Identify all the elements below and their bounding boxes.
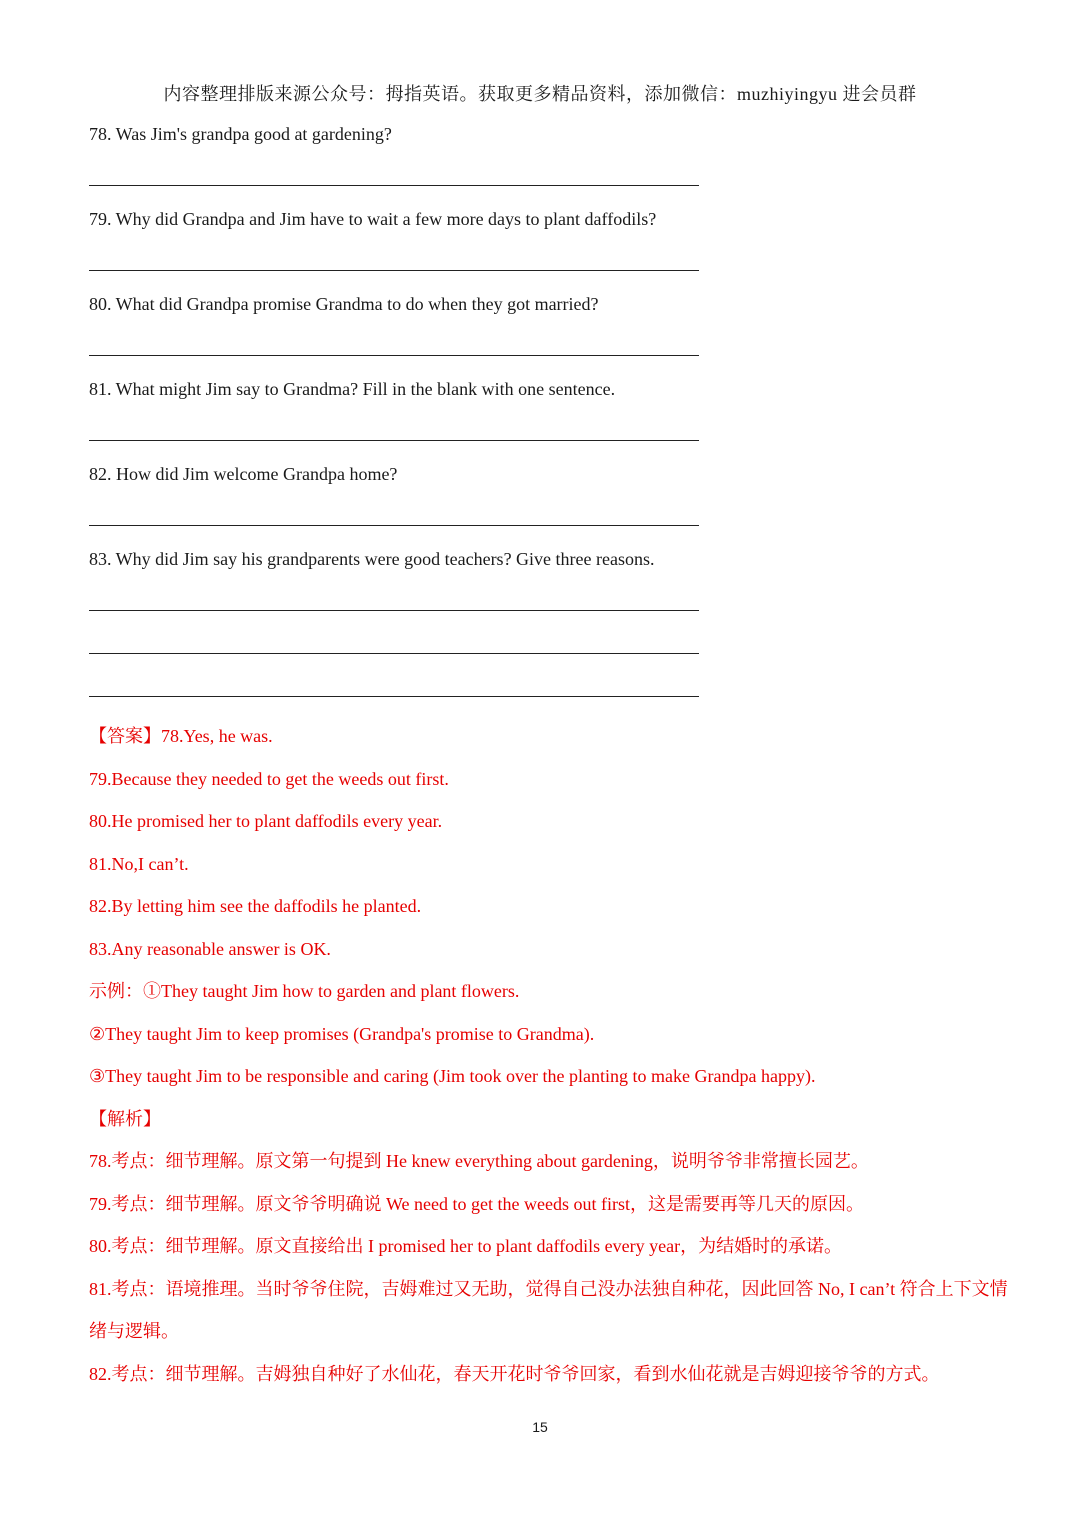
answer-80: 80.He promised her to plant daffodils every year. — [89, 811, 443, 831]
analysis-78: 78.考点：细节理解。原文第一句提到 He knew everything about gardening，说明爷爷非常擅长园艺。 — [89, 1151, 869, 1171]
answer-83: 83.Any reasonable answer is OK. — [89, 938, 331, 959]
answer-section — [89, 715, 1019, 1395]
answer-82: 82.By letting him see the daffodils he planted. — [89, 896, 422, 916]
example-3: ③They taught Jim to be responsible and caring (Jim took over the planting to make Grandpa happy). — [89, 1066, 816, 1086]
analysis-80: 80.考点：细节理解。原文直接给出 I promised her to plant daffodils every year，为结婚时的承诺。 — [89, 1236, 843, 1256]
question-80: 80. What did Grandpa promise Grandma to do when they got married? — [89, 294, 599, 314]
analysis-82: 82.考点：细节理解。吉姆独自种好了水仙花，春天开花时爷爷回家，看到水仙花就是吉姆迎接爷爷的方式。 — [89, 1363, 940, 1384]
question-list — [89, 122, 989, 697]
answer-81: 81.No,I can’t. — [89, 853, 189, 874]
example-2: ②They taught Jim to keep promises (Grandpa's promise to Grandma). — [89, 1023, 595, 1044]
question-82: 82. How did Jim welcome Grandpa home? — [89, 464, 398, 484]
page-header: 内容整理排版来源公众号：拇指英语。获取更多精品资料，添加微信：muzhiyingyu 进会员群 — [163, 84, 917, 104]
page-number: 15 — [532, 1419, 548, 1435]
answer-78: 【答案】78.Yes, he was. — [89, 726, 273, 746]
question-79: 79. Why did Grandpa and Jim have to wait a few more days to plant daffodils? — [89, 209, 657, 229]
analysis-81: 81.考点：语境推理。当时爷爷住院，吉姆难过又无助，觉得自己没办法独自种花，因此回答 No, I can’t 符合上下文情绪与逻辑。 — [89, 1278, 1008, 1341]
answer-line-83c[interactable] — [89, 696, 699, 697]
question-78: 78. Was Jim's grandpa good at gardening? — [89, 124, 392, 144]
question-81: 81. What might Jim say to Grandma? Fill in the blank with one sentence. — [89, 379, 616, 399]
analysis-79: 79.考点：细节理解。原文爷爷明确说 We need to get the weeds out first，这是需要再等几天的原因。 — [89, 1193, 864, 1214]
analysis-heading: 【解析】 — [89, 1108, 161, 1129]
question-83: 83. Why did Jim say his grandparents were good teachers? Give three reasons. — [89, 549, 655, 569]
answer-79: 79.Because they needed to get the weeds out first. — [89, 768, 449, 789]
example-1: 示例：①They taught Jim how to garden and plant flowers. — [89, 981, 520, 1001]
